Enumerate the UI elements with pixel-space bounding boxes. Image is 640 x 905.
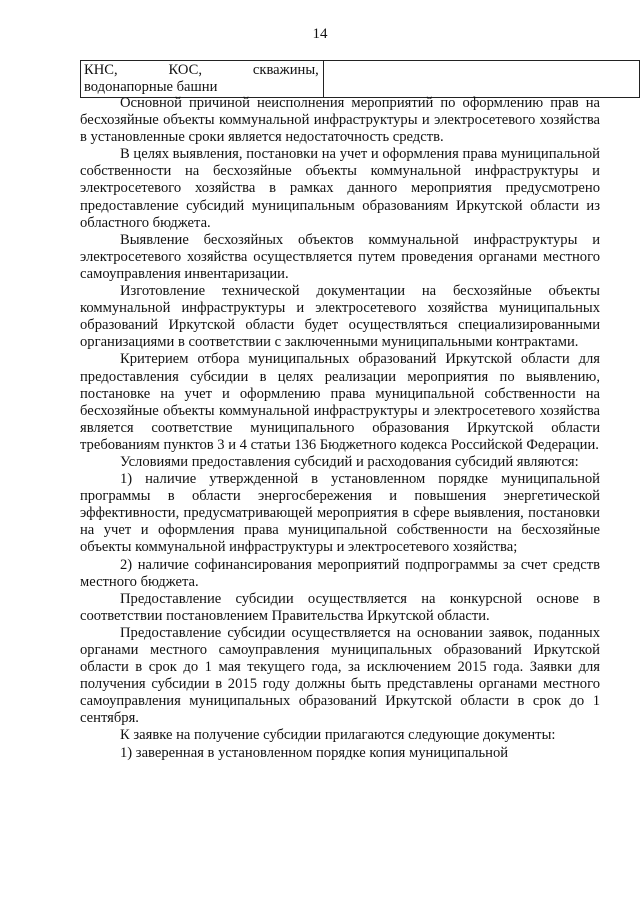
table-word: КНС, [84, 62, 118, 78]
paragraph-documentation: Изготовление технической документации на бесхозяйные объекты коммунальной инфраструктуры и электросетевого хозяйства муниципальных образований Иркутской области будет осуществляться специализированными организациями в соответствии с заключенными муниципальными контрактами. [80, 283, 600, 351]
table-word: КОС, [168, 62, 203, 78]
table-cell-line2: водонапорные башни [84, 79, 218, 95]
paragraph-main-reason: Основной причиной неисполнения мероприятий по оформлению прав на бесхозяйные объекты коммунальной инфраструктуры и электросетевого хозяйства в установленные сроки является недостаточность средств. [80, 95, 600, 146]
paragraph-attachments: К заявке на получение субсидии прилагаются следующие документы: [120, 727, 556, 744]
list-item-program: 1) наличие утвержденной в установленном порядке муниципальной программы в области энергосбережения и повышения энергетической эффективности, предусматривающей мероприятия в сфере выявления, постановки на учет и оформления права муниципальной собственности на бесхозяйные объекты коммунальной инфраструктуры и электросетевого хозяйства; [80, 471, 600, 556]
paragraph-purpose: В целях выявления, постановки на учет и оформления права муниципальной собственности на бесхозяйные объекты коммунальной инфраструктуры и электросетевого хозяйства в рамках данного мероприятия предусмотрено предоставление субсидий муниципальным образованиям Иркутской области из областного бюджета. [80, 146, 600, 231]
table-cell-empty [323, 61, 639, 98]
page-number: 14 [312, 26, 328, 42]
list-item-copy: 1) заверенная в установленном порядке копия муниципальной [120, 744, 509, 761]
table-fragment [80, 60, 640, 98]
paragraph-competitive-basis: Предоставление субсидии осуществляется на конкурсной основе в соответствии постановлением Правительства Иркутской области. [80, 590, 600, 624]
paragraph-identification: Выявление бесхозяйных объектов коммунальной инфраструктуры и электросетевого хозяйства осуществляется путем проведения органами местного самоуправления инвентаризации. [80, 231, 600, 282]
paragraph-selection-criterion: Критерием отбора муниципальных образований Иркутской области для предоставления субсидии в целях реализации мероприятия по выявлению, постановке на учет и оформлению права муниципальной собственности на бесхозяйные объекты коммунальной инфраструктуры и электросетевого хозяйства является соответствие муниципального образования Иркутской области требованиям пунктов 3 и 4 статьи 136 Бюджетного кодекса Российской Федерации. [80, 351, 600, 453]
list-item-cofinancing: 2) наличие софинансирования мероприятий подпрограммы за счет средств местного бюджета. [80, 556, 600, 590]
paragraph-conditions: Условиями предоставления субсидий и расходования субсидий являются: [120, 453, 579, 470]
table-word: скважины, [252, 62, 319, 78]
table-cell-objects [81, 61, 324, 98]
table-cell-line1 [84, 62, 319, 79]
document-body [80, 95, 600, 762]
paragraph-applications: Предоставление субсидии осуществляется на основании заявок, поданных органами местного самоуправления муниципальных образований Иркутской области в срок до 1 мая текущего года, за исключением 2015 года. Заявки для получения субсидии в 2015 году должны быть представлены органами местного самоуправления муниципальных образований Иркутской области в срок до 1 сентября. [80, 624, 600, 727]
